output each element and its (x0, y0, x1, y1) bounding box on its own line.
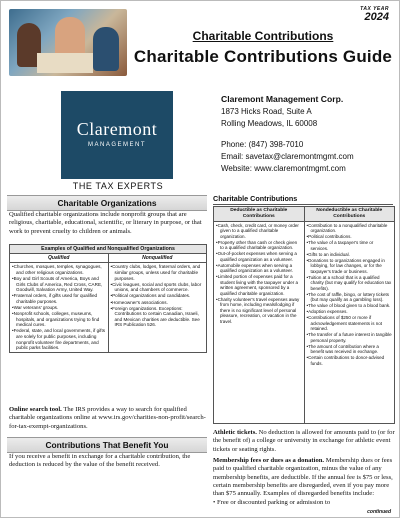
continued-note: continued (367, 509, 391, 515)
list-item: • The amount of contribution where a benefit was received in exchange. (307, 344, 393, 355)
membership-lead: Membership fees or dues as a donation. (213, 457, 325, 464)
list-item: • Property other than cash or check given to a qualified charitable organization. (216, 240, 302, 251)
list-item: • Donations to organizations engaged in lobbying, for law changes, or for the taxpayer's trade or business. (307, 258, 393, 274)
online-search-lead: Online search tool. (9, 406, 62, 413)
logo-subname: MANAGEMENT (87, 142, 146, 148)
list-item: • Contributions of $250 or more if acknowledgement statements is not retained. (307, 315, 393, 331)
firm-address-line1: 1873 Hicks Road, Suite A (221, 106, 312, 116)
tax-year-badge (360, 7, 389, 23)
list-item: • Federal, state, and local governments, if gifts are solely for public purposes, including nonprofit volunteer fire departments, and public parks facilities. (12, 328, 106, 350)
benefit-heading: Contributions That Benefit You (7, 437, 207, 453)
qualified-header: Qualified (10, 255, 108, 263)
page-supertitle: Charitable Contributions (192, 29, 334, 43)
benefit-text: If you receive a benefit in exchange for a charitable contribution, the deduction is reduced by the value of the benefit received. (9, 453, 191, 469)
firm-name: Claremont Management Corp. (221, 94, 344, 104)
athletic-tickets-paragraph (213, 429, 395, 454)
list-item: • The transfer of a future interest in tangible personal property. (307, 332, 393, 343)
contributions-table-title: Charitable Contributions (213, 194, 393, 205)
tax-year-label: TAX YEAR (360, 6, 389, 12)
online-search-text: The IRS provides a way to search for qualified charitable organizations online at www.irs.gov/charities-non-profit/search-for-tax-exempt-organizations. (9, 406, 206, 430)
list-item: • Political organizations and candidates. (111, 293, 205, 299)
charitable-orgs-heading: Charitable Organizations (7, 195, 207, 211)
orgs-table-caption: Examples of Qualified and Nonqualified Organizations (9, 244, 207, 254)
firm-contact (221, 93, 391, 175)
page-header (133, 29, 393, 67)
list-item: • Homeowner's associations. (111, 300, 205, 306)
qualified-column (10, 254, 108, 352)
logo-name: Claremont (76, 119, 158, 139)
list-item: • Certain contributions to donor-advised funds. (307, 355, 393, 366)
list-item: • Charity volunteer's travel expenses away from home, including meals/lodging if there is no significant level of personal pleasure, recreation, or vacation in the travel. (216, 297, 302, 324)
online-search-paragraph (9, 406, 207, 431)
charitable-orgs-intro: Qualified charitable organizations include nonprofit groups that are religious, charitable, educational, scientific, or literary in purpose, or that work to prevent cruelty to children or animals. (9, 211, 202, 235)
firm-logo (61, 91, 173, 179)
nonqualified-header: Nonqualified (109, 255, 207, 263)
list-item: • Automobile expenses when serving a qualified organization as a volunteer. (216, 263, 302, 274)
list-item: • Contribution to a nonqualified charitable organization. (307, 223, 393, 234)
athletic-text: No deduction is allowed for amounts paid to (or for the benefit of) a college or university in exchange for athletic event tickets or seating rights. (213, 429, 395, 453)
list-item: • Civic leagues, social and sports clubs, labor unions, and chambers of commerce. (111, 282, 205, 293)
membership-paragraph (213, 457, 395, 507)
list-item: • The cost of raffle, bingo, or lottery tickets (but may qualify as a gambling loss). (307, 292, 393, 303)
firm-website: Website: www.claremontmgmt.com (221, 163, 346, 173)
list-item: • Limited portion of expenses paid for a student living with the taxpayer under a written agreement, sponsored by a qualified charitable organization. (216, 274, 302, 296)
membership-bullet: • Free or discounted parking or admission to (213, 498, 331, 506)
nonqualified-column (108, 254, 207, 352)
athletic-lead: Athletic tickets. (213, 429, 257, 436)
list-item: • Out-of-pocket expenses when serving a qualified organization as a volunteer. (216, 251, 302, 262)
header-photo (9, 9, 127, 76)
list-item: • Gifts to an individual. (307, 252, 393, 257)
nondeductible-header: Nondeductible as Charitable Contributions (304, 207, 395, 221)
list-item: • Tuition at a school that is a qualified charity (but may qualify for education tax benefits). (307, 275, 393, 291)
firm-phone: Phone: (847) 398-7010 (221, 139, 304, 149)
list-item: • Fraternal orders, if gifts used for qualified charitable purposes. (12, 293, 106, 304)
list-item: • Nonprofit schools, colleges, museums, hospitals, and organizations trying to find medical cures. (12, 311, 106, 328)
list-item: • Adoption expenses. (307, 309, 393, 314)
firm-tagline: THE TAX EXPERTS (72, 181, 164, 191)
firm-email: Email: savetax@claremontmgmt.com (221, 151, 354, 161)
list-item: • War veterans' groups. (12, 305, 106, 311)
nondeductible-column (304, 222, 395, 423)
list-item: • Foreign organizations. Exceptions: Contributions to certain Canadian, Israeli, and Mexican charities are deductible. See IRS Publication 526. (111, 306, 205, 328)
list-item: • Country clubs, lodges, fraternal orders, and similar groups, unless used for charitable purposes. (111, 264, 205, 281)
list-item: • Political contributions. (307, 234, 393, 239)
list-item: • The value of a taxpayer's time or services. (307, 240, 393, 251)
firm-address-line2: Rolling Meadows, IL 60008 (221, 118, 318, 128)
list-item: • Cash, check, credit card, or money order given to a qualified charitable organization. (216, 223, 302, 239)
deductible-header: Deductible as Charitable Contributions (230, 208, 288, 219)
page-title: Charitable Contributions Guide (133, 47, 393, 66)
orgs-table (9, 244, 207, 404)
membership-text: Membership dues or fees paid to qualified charitable organization, minus the value of any membership benefits, are deductible. If the annual fee is $75 or less, certain membership benefits are disregarded, even if you pay more than $75 annually. Examples of disregarded benefits include: (213, 457, 393, 498)
contributions-table (213, 206, 395, 424)
deductible-column (214, 222, 304, 423)
tax-year-value: 2024 (364, 11, 389, 23)
list-item: • Churches, mosques, temples, synagogues, and other religious organizations. (12, 264, 106, 275)
list-item: • The value of blood given to a blood bank. (307, 303, 393, 308)
list-item: • Boy and Girl Scouts of America, Boys and Girls Clubs of America, Red Cross, CARE, Goodwill, Salvation Army, United Way. (12, 276, 106, 293)
